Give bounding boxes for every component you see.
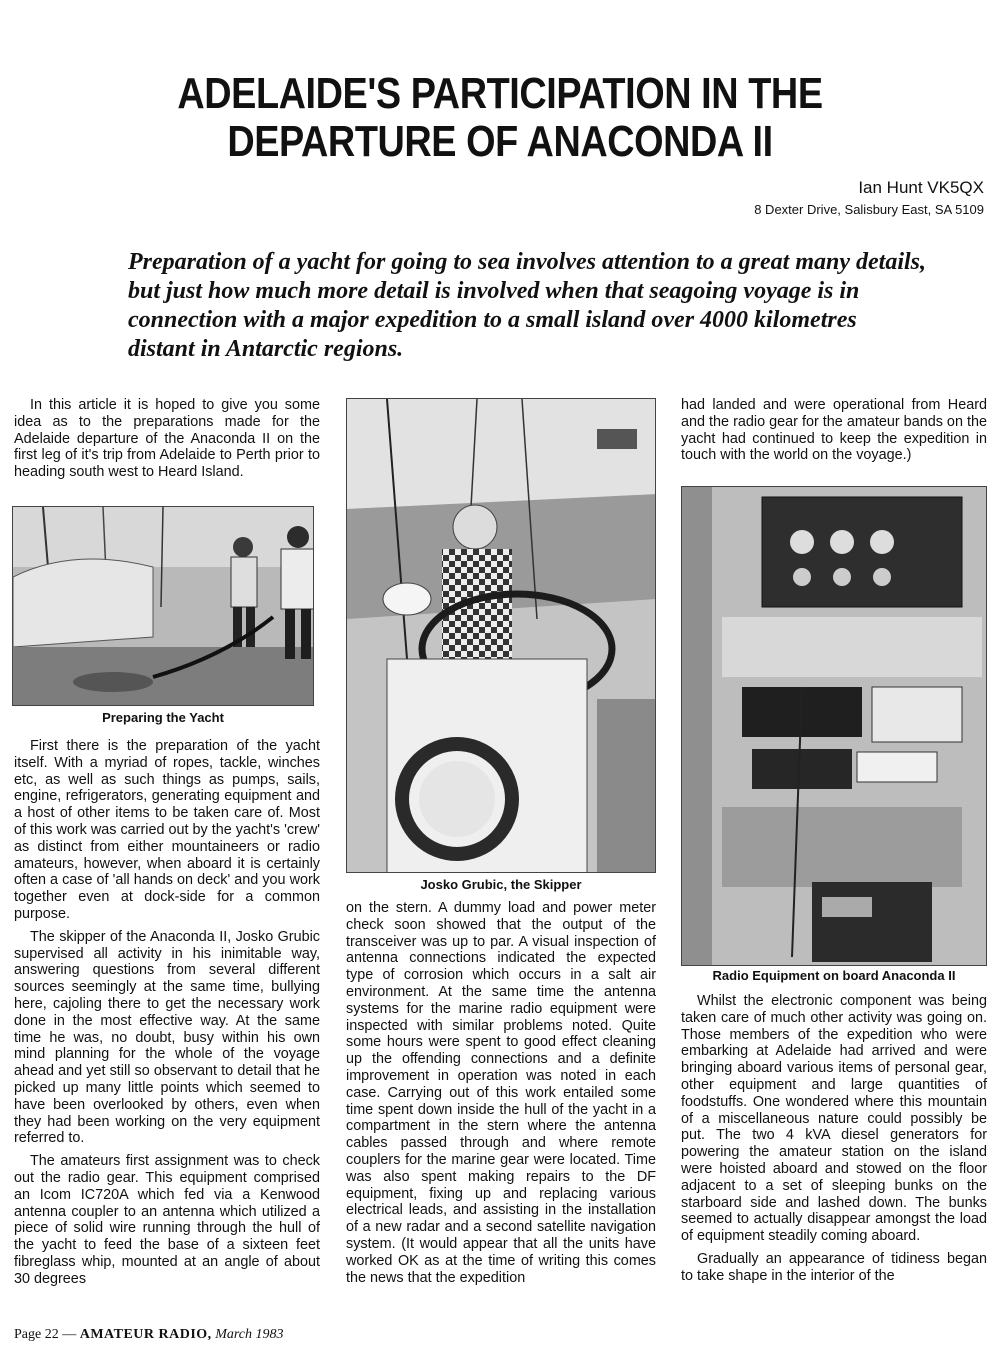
- caption-skipper: Josko Grubic, the Skipper: [420, 877, 582, 892]
- issue-date: March 1983: [215, 1327, 284, 1342]
- title-line-1: ADELAIDE'S PARTICIPATION IN THE: [177, 69, 823, 118]
- title-line-2: DEPARTURE OF ANACONDA II: [227, 117, 773, 166]
- caption-preparing-yacht: Preparing the Yacht: [102, 710, 224, 725]
- page-footer: [14, 1326, 284, 1344]
- paragraph: In this article it is hoped to give you some idea as to the preparations made for the Adelaide departure of the Anaconda II on the first leg of it's trip from Adelaide to Perth prior to heading south west to Heard Island.: [14, 397, 320, 481]
- magazine-name: AMATEUR RADIO,: [79, 1327, 212, 1342]
- paragraph: The amateurs first assignment was to check out the radio gear. This equipment comprised an Icom IC720A which fed via a Kenwood antenna coupler to an antenna which utilized a piece of solid wire running through the hull of the yacht to feed the base of a sixteen feet fibreglass whip, mounted at an angle of about 30 degrees: [14, 1153, 320, 1287]
- column-1-body: [14, 738, 320, 1294]
- photo-skipper: [346, 398, 656, 873]
- paragraph: had landed and were operational from Heard and the radio gear for the amateur bands on the yacht had continued to keep the expedition in touch with the world on the voyage.): [681, 397, 987, 464]
- article-title: [122, 70, 879, 166]
- column-2-body: [346, 900, 656, 1292]
- column-3-body: [681, 993, 987, 1291]
- column-3-intro: [681, 397, 987, 470]
- paragraph: on the stern. A dummy load and power meter check soon showed that the output of the transceiver was up to par. A visual inspection of antenna connections indicated the expected type of corrosion which occurs in a salt air environment. At the same time the antenna systems for the marine radio equipment were inspected with similar problems noted. Quite some hours were spent to good effect cleaning up the offending connections and a definite improvement in operation was noted in each case. Carrying out of this work entailed some time spent down inside the hull of the yacht in a compartment in the stern where the antenna cables passed through and where remote couplers for the marine gear were located. Time was also spent making repairs to the DF equipment, fixing up and replacing various electrical leads, and assisting in the installation of a new radar and a second satellite navigation system. (It would appear that all the units have worked OK as at the time of writing this comes the news that the expedition: [346, 900, 656, 1286]
- paragraph: First there is the preparation of the yacht itself. With a myriad of ropes, tackle, winches etc, as well as such things as pumps, sails, engine, refrigerators, generating equipment and a host of other items to be taken care of. Most of this work was carried out by the yacht's 'crew' as distinct from either mountaineers or radio amateurs, however, when aboard it is certainly often a case of 'all hands on deck' and you work together even at dock-side for a common purpose.: [14, 738, 320, 922]
- column-1-intro: [14, 397, 320, 487]
- author-name: Ian Hunt VK5QX: [858, 178, 984, 197]
- page-number: Page 22 —: [14, 1327, 77, 1342]
- paragraph: Whilst the electronic component was being taken care of much other activity was going on. Those members of the expedition who were embarking at Adelaide had arrived and were bringing aboard various items of personal gear, other equipment and large quantities of foodstuffs. One wondered where this mountain of a miscellaneous nature could possibly be put. The two 4 kVA diesel generators for powering the amateur station on the island were hoisted aboard and stowed on the floor adjacent to a set of sleeping bunks on the starboard side and lashed down. The bunks seemed to actually disappear amongst the load of equipment steadily coming aboard.: [681, 993, 987, 1245]
- standfirst: [128, 248, 928, 364]
- standfirst-text: Preparation of a yacht for going to sea involves attention to a great many details, but just how much more detail is involved when that seagoing voyage is in connection with a major expedition to a small island over 4000 kilometres distant in Antarctic regions.: [128, 249, 926, 362]
- author-address: 8 Dexter Drive, Salisbury East, SA 5109: [754, 202, 984, 217]
- paragraph: The skipper of the Anaconda II, Josko Grubic supervised all activity in his inimitable way, answering questions from several different sources seemingly at the same time, bullying here, cajoling there to get the necessary work done in the most effective way. At the same time he was, no doubt, busy within his own mind planning for the whole of the voyage ahead and yet still so observant to detail that he picked up many little points which seemed to have been overlooked by others, even when they had been working on the very equipment referred to.: [14, 928, 320, 1147]
- photo-radio-equipment: [681, 486, 987, 966]
- caption-radio-equipment: Radio Equipment on board Anaconda II: [712, 968, 956, 983]
- paragraph: Gradually an appearance of tidiness began to take shape in the interior of the: [681, 1250, 987, 1284]
- photo-preparing-yacht: [12, 506, 314, 706]
